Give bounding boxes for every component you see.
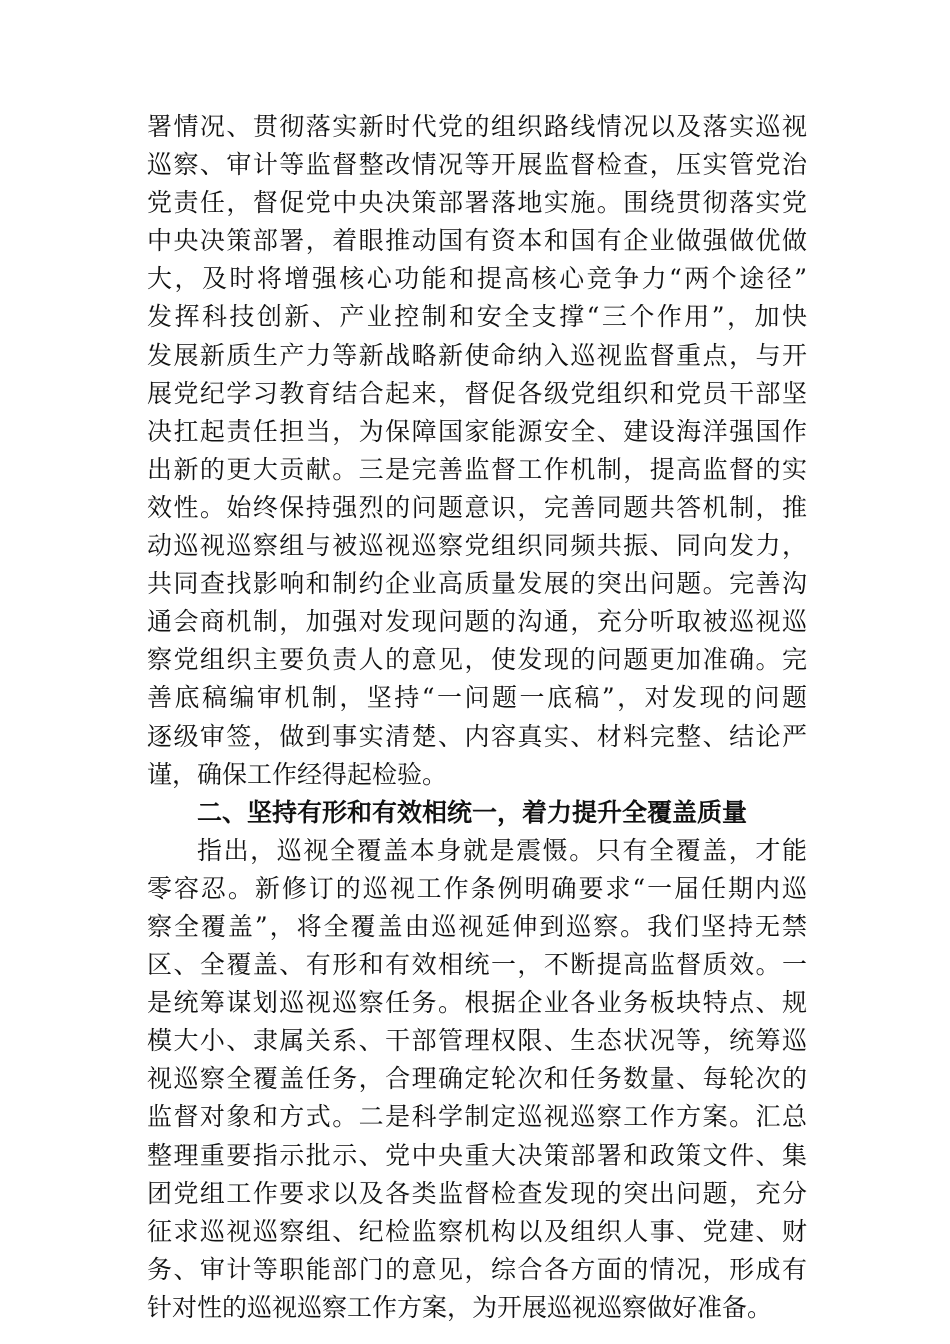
text-line: 发展新质生产力等新战略新使命纳入巡视监督重点，与开 bbox=[147, 340, 807, 370]
text-line: 巡察、审计等监督整改情况等开展监督检查，压实管党治 bbox=[147, 150, 807, 180]
text-line: 征求巡视巡察组、纪检监察机构以及组织人事、党建、财 bbox=[147, 1216, 807, 1246]
text-line: 模大小、隶属关系、干部管理权限、生态状况等，统筹巡 bbox=[147, 1026, 807, 1056]
text-line: 整理重要指示批示、党中央重大决策部署和政策文件、集 bbox=[147, 1140, 807, 1170]
text-line: 监督对象和方式。二是科学制定巡视巡察工作方案。汇总 bbox=[147, 1102, 807, 1132]
text-line: 谨，确保工作经得起检验。 bbox=[147, 759, 448, 789]
text-line: 决扛起责任担当，为保障国家能源安全、建设海洋强国作 bbox=[147, 416, 807, 446]
text-line: 针对性的巡视巡察工作方案，为开展巡视巡察做好准备。 bbox=[147, 1292, 773, 1322]
text-line: 区、全覆盖、有形和有效相统一，不断提高监督质效。一 bbox=[147, 950, 807, 980]
text-line: 善底稿编审机制，坚持“一问题一底稿”，对发现的问题 bbox=[147, 683, 807, 713]
text-line: 察全覆盖”，将全覆盖由巡视延伸到巡察。我们坚持无禁 bbox=[147, 911, 807, 941]
text-line: 察党组织主要负责人的意见，使发现的问题更加准确。完 bbox=[147, 645, 807, 675]
section-heading: 二、坚持有形和有效相统一，着力提升全覆盖质量 bbox=[197, 797, 748, 827]
text-line: 党责任，督促党中央决策部署落地实施。围绕贯彻落实党 bbox=[147, 188, 807, 218]
text-line: 团党组工作要求以及各类监督检查发现的突出问题，充分 bbox=[147, 1178, 807, 1208]
text-line: 署情况、贯彻落实新时代党的组织路线情况以及落实巡视 bbox=[147, 112, 807, 141]
text-line: 务、审计等职能部门的意见，综合各方面的情况，形成有 bbox=[147, 1254, 807, 1284]
text-line: 是统筹谋划巡视巡察任务。根据企业各业务板块特点、规 bbox=[147, 988, 807, 1018]
document-body bbox=[147, 108, 807, 1327]
text-line: 效性。始终保持强烈的问题意识，完善同题共答机制，推 bbox=[147, 492, 807, 522]
text-line: 出新的更大贡献。三是完善监督工作机制，提高监督的实 bbox=[147, 454, 807, 484]
text-line: 共同查找影响和制约企业高质量发展的突出问题。完善沟 bbox=[147, 569, 807, 599]
text-line: 发挥科技创新、产业控制和安全支撑“三个作用”，加快 bbox=[147, 302, 807, 332]
text-line: 大，及时将增强核心功能和提高核心竞争力“两个途径” bbox=[147, 264, 807, 294]
text-line: 通会商机制，加强对发现问题的沟通，充分听取被巡视巡 bbox=[147, 607, 807, 637]
text-line: 逐级审签，做到事实清楚、内容真实、材料完整、结论严 bbox=[147, 721, 807, 751]
text-line: 中央决策部署，着眼推动国有资本和国有企业做强做优做 bbox=[147, 226, 807, 256]
text-line: 零容忍。新修订的巡视工作条例明确要求“一届任期内巡 bbox=[147, 873, 807, 903]
text-line: 视巡察全覆盖任务，合理确定轮次和任务数量、每轮次的 bbox=[147, 1064, 807, 1094]
text-line: 指出，巡视全覆盖本身就是震慑。只有全覆盖，才能 bbox=[197, 835, 807, 865]
text-line: 动巡视巡察组与被巡视巡察党组织同频共振、同向发力， bbox=[147, 531, 807, 561]
text-line: 展党纪学习教育结合起来，督促各级党组织和党员干部坚 bbox=[147, 378, 807, 408]
